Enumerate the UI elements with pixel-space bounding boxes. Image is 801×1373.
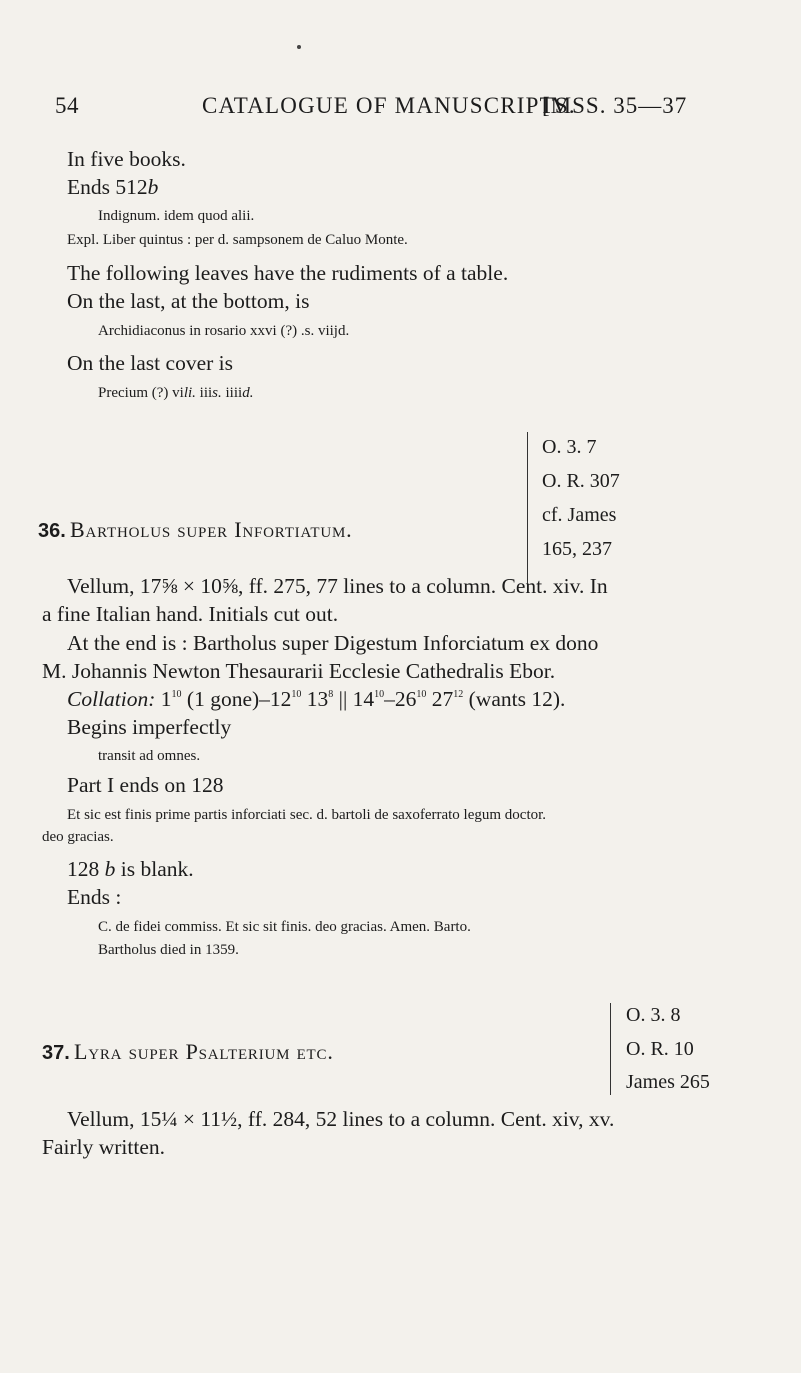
precium-text: Precium (?) vi [98, 385, 184, 401]
entry-36-number: 36. [38, 520, 66, 542]
entry-37-title: Lyra super Psalterium etc. [74, 1039, 334, 1064]
entry-36-shelf-1: O. 3. 7 [542, 436, 597, 458]
precium-s: s. [212, 385, 222, 401]
ink-speck [297, 45, 301, 49]
blank-side: b [104, 857, 116, 881]
section-range: [MSS. 35—37 [542, 93, 688, 118]
collation-sup-a: 10 [171, 688, 182, 700]
collation-label: Collation: [67, 687, 156, 711]
entry-36-part1-quote-1: Et sic est finis prime partis inforciati sec. d. bartoli de saxoferrato legum doctor. [67, 807, 547, 823]
prev-para-cover: On the last cover is [67, 351, 233, 375]
entry-36-shelf-4: 165, 237 [542, 538, 612, 560]
entry-36-died: Bartholus died in 1359. [98, 942, 239, 958]
collation-sup-e: 10 [416, 688, 427, 700]
entry-37-shelf-2: O. R. 10 [626, 1038, 694, 1060]
collation-g: (wants 12). [463, 687, 566, 711]
page-number: 54 [55, 93, 79, 118]
entry-36-begins-quote: transit ad omnes. [98, 748, 201, 764]
collation-c: 13 [301, 687, 329, 711]
entry-36-end-2: M. Johannis Newton Thesaurarii Ecclesie Cathedralis Ebor. [42, 659, 556, 683]
precium-d: d. [242, 385, 254, 401]
collation-d: || 14 [333, 687, 375, 711]
precium-iii: iii [195, 385, 213, 401]
prev-ends-text: Ends 512 [67, 175, 148, 199]
collation-e: –26 [384, 687, 417, 711]
precium-iiii: iiii [221, 385, 243, 401]
collation-f: 27 [426, 687, 454, 711]
entry-36-vellum-1: Vellum, 17⅝ × 10⅝, ff. 275, 77 lines to a column. Cent. xiv. In [67, 574, 608, 598]
prev-quote-archidiaconus: Archidiaconus in rosario xxvi (?) .s. viijd. [98, 323, 350, 339]
entry-36-shelf-2: O. R. 307 [542, 470, 620, 492]
entry-36-blank [67, 856, 194, 882]
running-title: CATALOGUE OF MANUSCRIPTS. [202, 93, 576, 118]
prev-books-line: In five books. [67, 147, 186, 171]
prev-quote-indignum: Indignum. idem quod alii. [98, 208, 255, 224]
entry-37-shelf-3: James 265 [626, 1071, 710, 1093]
collation-a: 1 [155, 687, 172, 711]
collation-sup-c: 8 [328, 688, 334, 700]
prev-ends-leaf: b [147, 175, 159, 199]
entry-36-ends: Ends : [67, 885, 122, 909]
prev-para-table: The following leaves have the rudiments of a table. [67, 261, 509, 285]
entry-36-title: Bartholus super Infortiatum. [70, 517, 353, 542]
entry-36-ends-quote: C. de fidei commiss. Et sic sit finis. deo gracias. Amen. Barto. [98, 919, 471, 935]
entry-37-brace [610, 1003, 611, 1095]
entry-36-collation [67, 686, 565, 712]
entry-36-shelf-3: cf. James [542, 504, 617, 526]
blank-text: is blank. [115, 857, 194, 881]
collation-b: (1 gone)–12 [181, 687, 292, 711]
collation-sup-f: 12 [453, 688, 464, 700]
entry-36-part1-quote-2: deo gracias. [42, 829, 114, 845]
entry-37-number: 37. [42, 1042, 70, 1064]
entry-37-vellum-1: Vellum, 15¼ × 11½, ff. 284, 52 lines to a column. Cent. xiv, xv. [67, 1107, 615, 1131]
entry-37-vellum-2: Fairly written. [42, 1135, 166, 1159]
prev-para-last: On the last, at the bottom, is [67, 289, 310, 313]
entry-36-begins: Begins imperfectly [67, 715, 232, 739]
precium-li: li. [183, 385, 196, 401]
blank-leaf: 128 [67, 857, 105, 881]
prev-explicit: Expl. Liber quintus : per d. sampsonem de Caluo Monte. [67, 232, 408, 248]
collation-sup-b: 10 [291, 688, 302, 700]
prev-quote-precium [98, 384, 253, 403]
collation-sup-d: 10 [374, 688, 385, 700]
entry-36-part1: Part I ends on 128 [67, 773, 224, 797]
entry-36-vellum-2: a fine Italian hand. Initials cut out. [42, 602, 339, 626]
prev-ends-line [67, 174, 158, 200]
entry-36-end-1: At the end is : Bartholus super Digestum Inforciatum ex dono [67, 631, 599, 655]
entry-36-brace [527, 432, 528, 592]
entry-37-shelf-1: O. 3. 8 [626, 1004, 681, 1026]
